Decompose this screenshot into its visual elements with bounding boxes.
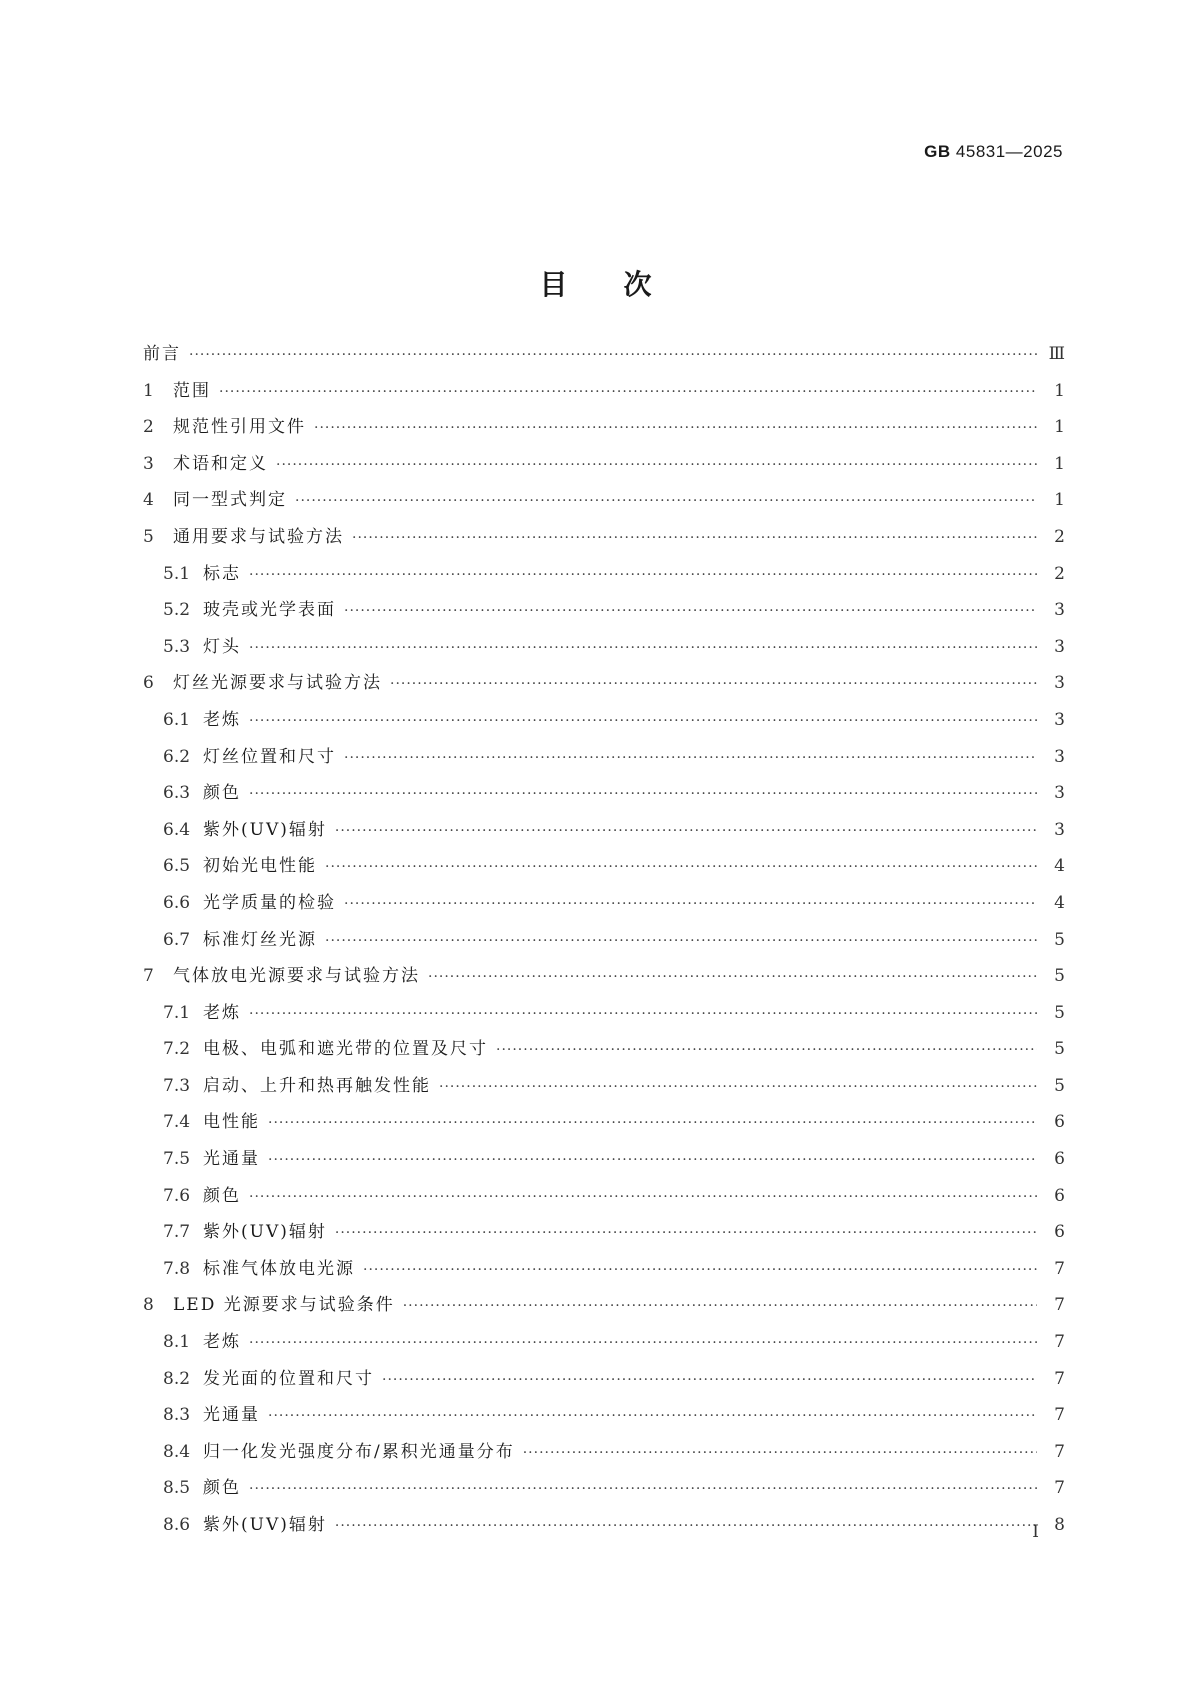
toc-entry[interactable] xyxy=(143,519,1065,556)
toc-entry[interactable] xyxy=(143,1104,1065,1141)
toc-entry-page: 2 xyxy=(1054,526,1065,547)
toc-leader-dots xyxy=(363,1252,1037,1289)
toc-entry-title: 光通量 xyxy=(203,1405,260,1426)
toc-entry-number: 5.1 xyxy=(163,563,191,584)
toc-entry[interactable] xyxy=(143,592,1065,629)
toc-entry[interactable] xyxy=(143,775,1065,812)
toc-entry-number: 2 xyxy=(143,417,154,438)
table-of-contents xyxy=(143,336,1065,1544)
toc-entry-number: 7.1 xyxy=(163,1002,191,1023)
toc-leader-dots xyxy=(335,1215,1037,1252)
toc-entry[interactable] xyxy=(143,373,1065,410)
toc-leader-dots xyxy=(335,1508,1037,1545)
toc-entry-number: 7.3 xyxy=(163,1075,191,1096)
toc-entry-number: 5.2 xyxy=(163,600,191,621)
toc-leader-dots xyxy=(428,959,1037,996)
toc-leader-dots xyxy=(189,337,1037,374)
toc-entry[interactable] xyxy=(143,958,1065,995)
toc-entry-number: 6.6 xyxy=(163,892,191,913)
toc-leader-dots xyxy=(352,520,1037,557)
toc-entry-title: 范围 xyxy=(173,380,211,401)
toc-entry-title: 颜色 xyxy=(203,1185,241,1206)
toc-entry-title: 老炼 xyxy=(203,1002,241,1023)
toc-entry-number: 7.7 xyxy=(163,1222,191,1243)
page-title: 目次 xyxy=(539,267,708,301)
toc-entry[interactable] xyxy=(143,922,1065,959)
toc-leader-dots xyxy=(249,996,1037,1033)
toc-entry-title: 光通量 xyxy=(203,1149,260,1170)
toc-entry-number: 6.7 xyxy=(163,929,191,950)
toc-leader-dots xyxy=(295,483,1037,520)
toc-entry-page: 8 xyxy=(1054,1515,1065,1535)
toc-entry-number: 8.6 xyxy=(163,1515,191,1535)
toc-entry[interactable] xyxy=(143,446,1065,483)
toc-entry-number: 5.3 xyxy=(163,636,191,657)
toc-leader-dots xyxy=(325,923,1037,960)
toc-entry-number: 6.3 xyxy=(163,783,191,804)
toc-entry-title: 灯丝光源要求与试验方法 xyxy=(173,673,382,694)
toc-entry-page: 7 xyxy=(1054,1368,1065,1389)
toc-entry-number: 5 xyxy=(143,526,154,547)
toc-entry-title: 规范性引用文件 xyxy=(173,417,306,438)
toc-entry-number: 8.3 xyxy=(163,1405,191,1426)
toc-entry[interactable] xyxy=(143,1470,1065,1507)
toc-entry-page: 6 xyxy=(1054,1185,1065,1206)
toc-entry-title: 紫外(UV)辐射 xyxy=(203,1515,327,1535)
toc-leader-dots xyxy=(523,1435,1037,1472)
toc-entry-title: 初始光电性能 xyxy=(203,856,317,877)
toc-entry-page: 3 xyxy=(1054,783,1065,804)
toc-leader-dots xyxy=(268,1142,1037,1179)
toc-entry[interactable] xyxy=(143,1178,1065,1215)
toc-leader-dots xyxy=(249,1325,1037,1362)
toc-entry-number: 6.1 xyxy=(163,709,191,730)
toc-leader-dots xyxy=(219,374,1037,411)
toc-entry-number: 6.5 xyxy=(163,856,191,877)
toc-entry-page: 7 xyxy=(1054,1332,1065,1353)
toc-entry[interactable] xyxy=(143,1434,1065,1471)
toc-leader-dots xyxy=(249,1179,1037,1216)
toc-entry-title: 归一化发光强度分布/累积光通量分布 xyxy=(203,1441,515,1462)
toc-entry-title: 启动、上升和热再触发性能 xyxy=(203,1075,431,1096)
toc-entry-title: 灯头 xyxy=(203,636,241,657)
document-code xyxy=(924,142,1063,162)
toc-leader-dots xyxy=(249,557,1037,594)
toc-entry-page: 6 xyxy=(1054,1222,1065,1243)
toc-entry-page: 3 xyxy=(1054,673,1065,694)
document-code-prefix: GB xyxy=(924,142,951,161)
toc-entry[interactable] xyxy=(143,1068,1065,1105)
toc-leader-dots xyxy=(403,1288,1037,1325)
toc-leader-dots xyxy=(276,447,1037,484)
toc-entry[interactable] xyxy=(143,702,1065,739)
toc-entry-title: 电极、电弧和遮光带的位置及尺寸 xyxy=(203,1039,488,1060)
toc-entry-number: 7.4 xyxy=(163,1112,191,1133)
toc-leader-dots xyxy=(344,593,1037,630)
toc-entry-number: 7.8 xyxy=(163,1258,191,1279)
toc-entry[interactable] xyxy=(143,1214,1065,1251)
toc-entry-page: 7 xyxy=(1054,1295,1065,1316)
toc-leader-dots xyxy=(439,1069,1037,1106)
toc-entry[interactable] xyxy=(143,1397,1065,1434)
toc-leader-dots xyxy=(390,666,1037,703)
toc-entry-page: 7 xyxy=(1054,1258,1065,1279)
toc-entry-page: 3 xyxy=(1054,819,1065,840)
toc-entry-title: 紫外(UV)辐射 xyxy=(203,819,327,840)
toc-entry-page: 4 xyxy=(1054,856,1065,877)
toc-entry[interactable] xyxy=(143,1031,1065,1068)
toc-entry[interactable] xyxy=(143,482,1065,519)
toc-entry-title: 电性能 xyxy=(203,1112,260,1133)
toc-entry-number: 6.2 xyxy=(163,746,191,767)
toc-entry[interactable] xyxy=(143,995,1065,1032)
toc-entry-title: 紫外(UV)辐射 xyxy=(203,1222,327,1243)
toc-entry-page: 5 xyxy=(1054,1002,1065,1023)
toc-entry-number: 6 xyxy=(143,673,154,694)
toc-entry-page: 5 xyxy=(1054,966,1065,987)
toc-entry-title: 颜色 xyxy=(203,1478,241,1499)
toc-entry[interactable] xyxy=(143,885,1065,922)
toc-entry[interactable] xyxy=(143,629,1065,666)
toc-entry-number: 7.5 xyxy=(163,1149,191,1170)
toc-entry-page: 7 xyxy=(1054,1478,1065,1499)
toc-entry[interactable] xyxy=(143,848,1065,885)
toc-entry-title: 标准气体放电光源 xyxy=(203,1258,355,1279)
toc-entry-page: 3 xyxy=(1054,600,1065,621)
toc-entry-title: 前言 xyxy=(143,344,181,364)
toc-entry-page: 1 xyxy=(1054,490,1065,511)
toc-entry-title: 玻壳或光学表面 xyxy=(203,600,336,621)
toc-entry-page: 6 xyxy=(1054,1112,1065,1133)
toc-entry-number: 7 xyxy=(143,966,154,987)
toc-leader-dots xyxy=(335,813,1037,850)
toc-entry[interactable] xyxy=(143,665,1065,702)
toc-entry-title: 通用要求与试验方法 xyxy=(173,526,344,547)
toc-entry-page: 3 xyxy=(1054,709,1065,730)
toc-leader-dots xyxy=(344,740,1037,777)
toc-entry-title: 术语和定义 xyxy=(173,453,268,474)
toc-entry-title: 灯丝位置和尺寸 xyxy=(203,746,336,767)
toc-entry-title: 标准灯丝光源 xyxy=(203,929,317,950)
toc-leader-dots xyxy=(249,703,1037,740)
toc-entry[interactable] xyxy=(143,336,1065,373)
toc-entry-page: 5 xyxy=(1054,1075,1065,1096)
toc-entry-page: 7 xyxy=(1054,1405,1065,1426)
toc-entry-page: 3 xyxy=(1054,746,1065,767)
toc-entry-title: 老炼 xyxy=(203,709,241,730)
toc-entry-page: 6 xyxy=(1054,1149,1065,1170)
toc-entry-number: 1 xyxy=(143,380,154,401)
toc-entry[interactable] xyxy=(143,1324,1065,1361)
toc-entry-page: 7 xyxy=(1054,1441,1065,1462)
toc-entry[interactable] xyxy=(143,556,1065,593)
toc-leader-dots xyxy=(496,1032,1037,1069)
toc-entry-page: 4 xyxy=(1054,892,1065,913)
toc-entry-page: 5 xyxy=(1054,1039,1065,1060)
toc-entry-title: 标志 xyxy=(203,563,241,584)
toc-entry-number: 8.5 xyxy=(163,1478,191,1499)
toc-entry[interactable] xyxy=(143,739,1065,776)
document-code-number: 45831—2025 xyxy=(955,142,1063,161)
toc-entry[interactable] xyxy=(143,409,1065,446)
toc-entry-page: 1 xyxy=(1054,453,1065,474)
toc-entry-title: 发光面的位置和尺寸 xyxy=(203,1368,374,1389)
toc-entry-page: 2 xyxy=(1054,563,1065,584)
toc-entry[interactable] xyxy=(143,1141,1065,1178)
toc-entry-number: 8.4 xyxy=(163,1441,191,1462)
toc-entry-page: Ⅲ xyxy=(1048,344,1065,364)
toc-leader-dots xyxy=(249,1471,1037,1508)
toc-entry-number: 8.1 xyxy=(163,1332,191,1353)
toc-leader-dots xyxy=(325,849,1037,886)
toc-entry-number: 7.6 xyxy=(163,1185,191,1206)
toc-leader-dots xyxy=(249,630,1037,667)
toc-entry-page: 1 xyxy=(1054,380,1065,401)
toc-entry-title: 气体放电光源要求与试验方法 xyxy=(173,966,420,987)
toc-entry-number: 3 xyxy=(143,453,154,474)
toc-entry-page: 5 xyxy=(1054,929,1065,950)
toc-leader-dots xyxy=(268,1398,1037,1435)
toc-entry-title: 光学质量的检验 xyxy=(203,892,336,913)
toc-entry-page: 1 xyxy=(1054,417,1065,438)
toc-entry-number: 8 xyxy=(143,1295,154,1316)
toc-entry-number: 8.2 xyxy=(163,1368,191,1389)
toc-entry[interactable] xyxy=(143,1507,1065,1544)
toc-entry[interactable] xyxy=(143,1251,1065,1288)
toc-leader-dots xyxy=(344,886,1037,923)
toc-entry[interactable] xyxy=(143,1361,1065,1398)
toc-entry-number: 6.4 xyxy=(163,819,191,840)
toc-entry-title: 同一型式判定 xyxy=(173,490,287,511)
toc-entry-title: 颜色 xyxy=(203,783,241,804)
toc-entry[interactable] xyxy=(143,812,1065,849)
toc-leader-dots xyxy=(314,410,1037,447)
toc-entry-number: 7.2 xyxy=(163,1039,191,1060)
toc-leader-dots xyxy=(382,1362,1037,1399)
toc-entry-page: 3 xyxy=(1054,636,1065,657)
toc-entry-title: 老炼 xyxy=(203,1332,241,1353)
page-number: Ⅰ xyxy=(1032,1522,1039,1542)
toc-leader-dots xyxy=(268,1105,1037,1142)
toc-entry[interactable] xyxy=(143,1287,1065,1324)
toc-entry-number: 4 xyxy=(143,490,154,511)
toc-entry-title: LED 光源要求与试验条件 xyxy=(173,1295,395,1316)
toc-leader-dots xyxy=(249,776,1037,813)
